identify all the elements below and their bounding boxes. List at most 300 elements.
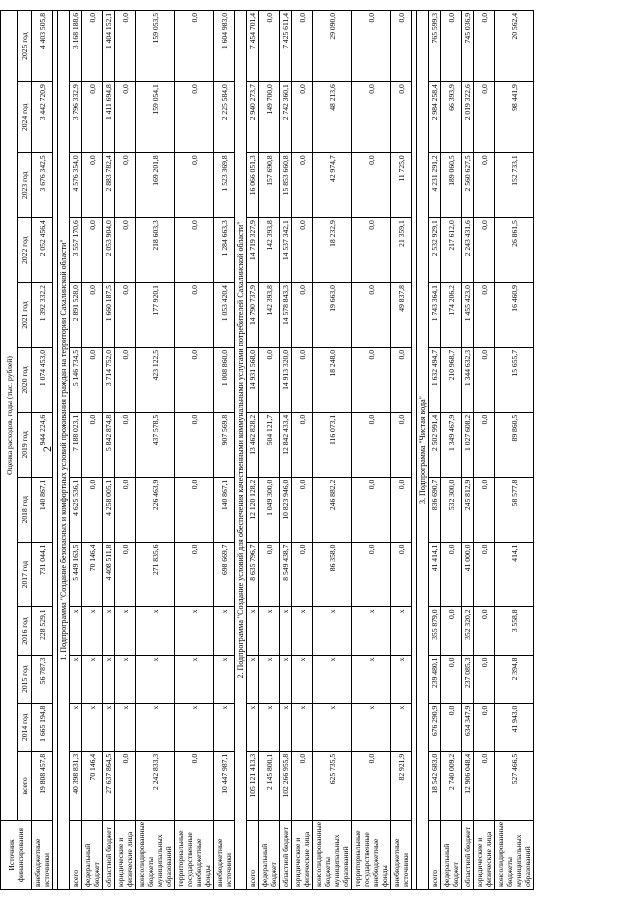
value-cell: 1 049 300,0 [259,477,280,542]
value-cell: 14 790 737,9 [247,283,259,348]
value-cell: x [70,655,82,703]
value-cell: 0,0 [474,82,495,153]
value-cell: 0,0 [82,348,103,413]
column-header: 2016 год [18,607,32,655]
value-cell: 504 121,7 [259,412,280,477]
value-cell: x [313,703,352,751]
value-cell: 0,0 [115,751,136,820]
table-row [352,11,391,890]
value-cell: 0,0 [175,283,214,348]
value-cell: 11 725,0 [391,153,412,218]
value-cell: 41 000,0 [462,542,474,607]
value-cell: 731 044,1 [32,542,53,607]
value-cell: 0,0 [474,283,495,348]
table-row [495,11,534,890]
value-cell: 1 392 332,2 [32,283,53,348]
value-cell: 140 867,1 [32,477,53,542]
value-cell: x [103,607,115,655]
value-cell: 0,0 [474,751,495,820]
value-cell: 18 542 683,0 [429,751,441,820]
value-cell: 7 425 611,4 [280,11,292,82]
value-cell: 0,0 [82,477,103,542]
column-header: всего [18,751,32,820]
row-label: консолидированные бюджеты муниципальных образований [313,820,352,889]
value-cell: 271 835,6 [136,542,175,607]
value-cell: 1 404 152,1 [103,11,115,82]
table-row [462,11,474,890]
value-cell: x [103,703,115,751]
value-cell: 66 393,9 [441,82,462,153]
value-cell: 0,0 [391,82,412,153]
value-cell: 0,0 [474,348,495,413]
value-cell: 12 842 433,4 [280,412,292,477]
value-cell: x [70,607,82,655]
value-cell: 1 053 420,4 [214,283,235,348]
value-cell: 0,0 [352,477,391,542]
value-cell: 48 213,6 [313,82,352,153]
value-cell: 676 290,9 [429,703,441,751]
value-cell: 0,0 [292,542,313,607]
value-cell: 0,0 [474,542,495,607]
value-cell: 0,0 [352,218,391,283]
table-row [115,11,136,890]
value-cell: x [214,655,235,703]
value-cell: 0,0 [474,218,495,283]
value-cell: 58 577,8 [495,477,534,542]
column-header: 2025 год [18,11,32,82]
section-title: 1. Подпрограмма "Создание безопасных и комфортных условий проживания граждан на территории Сахалинской области" [58,11,70,890]
value-cell: 0,0 [82,218,103,283]
value-cell: 14 537 342,1 [280,218,292,283]
value-cell: 0,0 [82,11,103,82]
value-cell: 0,0 [82,412,103,477]
value-cell: 0,0 [82,153,103,218]
value-cell: 0,0 [292,11,313,82]
value-cell: 105 121 413,3 [247,751,259,820]
value-cell: 1 743 364,1 [429,283,441,348]
row-label: федеральный бюджет [259,820,280,889]
value-cell: 414,1 [495,542,534,607]
value-cell: x [115,607,136,655]
value-cell: 2 560 627,5 [462,153,474,218]
row-label: областной бюджет [103,820,115,889]
row-label: консолидированные бюджеты муниципальных образований [136,820,175,889]
value-cell: 82 921,9 [391,751,412,820]
value-cell: 245 812,9 [462,477,474,542]
value-cell: 3 168 188,6 [70,11,82,82]
value-cell: 0,0 [352,348,391,413]
value-cell: 140 867,1 [214,477,235,542]
section-title: 2. Подпрограмма "Создание условий для обеспечения качественными коммунальными услугами потребителей Сахалинской области" [235,11,247,890]
value-cell: 1 455 423,0 [462,283,474,348]
value-cell: 2 145 800,1 [259,751,280,820]
value-cell: 1 027 608,2 [462,412,474,477]
page-number: 2 [40,446,54,452]
table-row [474,11,495,890]
table-row [259,11,280,890]
value-cell: 15 655,7 [495,348,534,413]
value-cell: 0,0 [391,11,412,82]
value-cell: x [280,655,292,703]
value-cell: 1 660 187,5 [103,283,115,348]
value-cell: 18 248,0 [313,348,352,413]
value-cell: x [391,607,412,655]
value-cell: 0,0 [82,283,103,348]
table-row [32,11,53,890]
row-label: федеральный бюджет [441,820,462,889]
value-cell: 10 447 987,1 [214,751,235,820]
column-header: 2022 год [18,218,32,283]
value-cell: x [313,607,352,655]
row-label: всего [429,820,441,889]
value-cell: 1 665 194,8 [32,703,53,751]
value-cell: x [391,655,412,703]
value-cell: 0,0 [292,348,313,413]
value-cell: 12 120 128,2 [247,477,259,542]
value-cell: 4 625 536,1 [70,477,82,542]
value-cell: 0,0 [115,218,136,283]
value-cell: x [82,655,103,703]
value-cell: 0,0 [175,412,214,477]
table-row [175,11,214,890]
value-cell: 98 441,9 [495,82,534,153]
value-cell: 239 480,1 [429,655,441,703]
value-cell: 0,0 [292,218,313,283]
value-cell: 3 558,8 [495,607,534,655]
value-cell: x [214,607,235,655]
value-cell: 437 578,5 [136,412,175,477]
value-cell: 228 529,1 [32,607,53,655]
value-cell: 3 796 332,9 [70,82,82,153]
value-cell: 3 714 752,0 [103,348,115,413]
value-cell: 0,0 [292,412,313,477]
value-cell: 2 053 904,0 [103,218,115,283]
value-cell: 42 974,7 [313,153,352,218]
row-label: всего [247,820,259,889]
value-cell: 0,0 [175,218,214,283]
value-cell: 0,0 [391,477,412,542]
value-cell: 0,0 [474,153,495,218]
value-cell: 3 676 342,5 [32,153,53,218]
value-cell: 2 243 431,6 [462,218,474,283]
section-title-row [235,11,247,890]
value-cell: 745 036,9 [462,11,474,82]
table-row [247,11,259,890]
value-cell: 0,0 [175,153,214,218]
value-cell: 142 393,8 [259,218,280,283]
value-cell: 0,0 [82,82,103,153]
value-cell: 0,0 [115,11,136,82]
value-cell: 0,0 [259,348,280,413]
value-cell: 2 052 456,4 [32,218,53,283]
value-cell: 2 891 528,0 [70,283,82,348]
value-cell: 16 460,9 [495,283,534,348]
row-label: внебюджетные источники [391,820,412,889]
row-label: территориальные государственные внебюджетные фонды [352,820,391,889]
value-cell: 89 860,5 [495,412,534,477]
value-cell: 226 463,9 [136,477,175,542]
value-cell: 698 669,7 [214,542,235,607]
value-cell: 2 225 584,0 [214,82,235,153]
table-row [214,11,235,890]
value-cell: 12 906 048,4 [462,751,474,820]
value-cell: 210 968,7 [441,348,462,413]
value-cell: 217 612,0 [441,218,462,283]
value-cell: 0,0 [391,542,412,607]
value-cell: x [352,655,391,703]
value-cell: 2 019 322,6 [462,82,474,153]
value-cell: x [115,703,136,751]
value-cell: 7 454 701,4 [247,11,259,82]
table-row [103,11,115,890]
value-cell: 0,0 [474,11,495,82]
value-cell: 1 523 369,8 [214,153,235,218]
value-cell: x [259,655,280,703]
value-cell: 2 502 991,4 [429,412,441,477]
value-cell: 0,0 [441,11,462,82]
value-cell: 1 284 663,3 [214,218,235,283]
value-cell: 2 740 009,2 [441,751,462,820]
value-cell: 634 347,9 [462,703,474,751]
value-cell: x [292,655,313,703]
value-cell: 0,0 [441,655,462,703]
value-cell: 0,0 [441,703,462,751]
column-header: 2017 год [18,542,32,607]
value-cell: x [214,703,235,751]
budget-table [0,10,534,890]
value-cell: 41 943,0 [495,703,534,751]
value-cell: 7 188 023,1 [70,412,82,477]
row-label: юридические и физические лица [474,820,495,889]
value-cell: 1 008 860,0 [214,348,235,413]
value-cell: 2 242 833,3 [136,751,175,820]
value-cell: 352 320,2 [462,607,474,655]
value-cell: 14 578 843,3 [280,283,292,348]
value-cell: 4 576 354,0 [70,153,82,218]
column-header: 2019 год [18,412,32,477]
value-cell: 1 074 453,0 [32,348,53,413]
value-cell: 0,0 [474,607,495,655]
value-cell: x [103,655,115,703]
section-title-row [417,11,429,890]
value-cell: 3 557 170,6 [70,218,82,283]
value-cell: 149 700,0 [259,82,280,153]
value-cell: 0,0 [259,11,280,82]
value-cell: 19 663,0 [313,283,352,348]
column-header: 2020 год [18,348,32,413]
value-cell: 4 408 511,8 [103,542,115,607]
source-header: Источник финансирования [1,820,32,889]
value-cell: 246 882,2 [313,477,352,542]
value-cell: 14 913 320,0 [280,348,292,413]
value-cell: 2 883 782,4 [103,153,115,218]
value-cell: 527 466,5 [495,751,534,820]
value-cell: 0,0 [115,82,136,153]
value-cell: 2 984 258,4 [429,82,441,153]
value-cell: 20 562,4 [495,11,534,82]
value-cell: 0,0 [474,412,495,477]
value-cell: 0,0 [175,751,214,820]
value-cell: x [280,607,292,655]
value-cell: 0,0 [115,283,136,348]
value-cell: 10 823 946,0 [280,477,292,542]
row-label: юридические и физические лица [292,820,313,889]
value-cell: 0,0 [474,655,495,703]
value-cell: 102 266 955,8 [280,751,292,820]
section-title-row [58,11,70,890]
column-header: 2021 год [18,283,32,348]
value-cell: x [259,703,280,751]
value-cell: 19 808 457,8 [32,751,53,820]
value-cell: 0,0 [292,283,313,348]
column-header: 2015 год [18,655,32,703]
column-header: 2018 год [18,477,32,542]
row-label: внебюджетные источники [214,820,235,889]
value-cell: x [259,607,280,655]
value-cell: 40 398 831,3 [70,751,82,820]
value-cell: 189 060,5 [441,153,462,218]
table-row [136,11,175,890]
value-cell: 1 604 983,0 [214,11,235,82]
value-cell: 0,0 [175,348,214,413]
value-cell: 0,0 [474,477,495,542]
value-cell: 4 258 005,1 [103,477,115,542]
value-cell: x [175,607,214,655]
value-cell: x [247,607,259,655]
value-cell: 116 073,1 [313,412,352,477]
value-cell: 0,0 [175,477,214,542]
value-cell: x [352,703,391,751]
value-cell: 26 861,5 [495,218,534,283]
value-cell: 765 599,3 [429,11,441,82]
value-cell: 177 920,1 [136,283,175,348]
value-cell: 2 940 273,7 [247,82,259,153]
value-cell: x [292,703,313,751]
value-cell: 625 735,5 [313,751,352,820]
row-label: юридические и физические лица [115,820,136,889]
row-label: федеральный бюджет [82,820,103,889]
value-cell: 0,0 [352,153,391,218]
value-cell: 8 549 438,7 [280,542,292,607]
value-cell: 0,0 [391,348,412,413]
value-cell: 836 690,7 [429,477,441,542]
table-row [429,11,441,890]
value-cell: 0,0 [352,542,391,607]
value-cell: 8 635 796,7 [247,542,259,607]
value-cell: x [352,607,391,655]
value-cell: 86 358,0 [313,542,352,607]
value-cell: 70 146,4 [82,751,103,820]
value-cell: 14 931 568,0 [247,348,259,413]
value-cell: x [136,607,175,655]
value-cell: 2 394,8 [495,655,534,703]
value-cell: 1 411 694,8 [103,82,115,153]
value-cell: 0,0 [115,348,136,413]
value-cell: 49 837,8 [391,283,412,348]
value-cell: 16 066 051,3 [247,153,259,218]
value-cell: x [391,703,412,751]
value-cell: 0,0 [352,11,391,82]
table-row [391,11,412,890]
table-row [82,11,103,890]
row-label: консолидированные бюджеты муниципальных образований [495,820,534,889]
value-cell: 0,0 [292,82,313,153]
section-title: 3. Подпрограмма "Чистая вода" [417,11,429,890]
value-cell: 355 879,0 [429,607,441,655]
table-row [280,11,292,890]
value-cell: 532 300,0 [441,477,462,542]
row-label: областной бюджет [462,820,474,889]
row-label: всего [70,820,82,889]
value-cell: 0,0 [441,607,462,655]
value-cell: 0,0 [474,703,495,751]
value-cell: x [280,703,292,751]
value-cell: 13 462 828,2 [247,412,259,477]
value-cell: 0,0 [175,82,214,153]
column-header: 2024 год [18,82,32,153]
value-cell: 157 690,8 [259,153,280,218]
value-cell: x [313,655,352,703]
value-cell: 0,0 [175,11,214,82]
value-cell: 0,0 [292,477,313,542]
table-row [292,11,313,890]
table-row [70,11,82,890]
value-cell: x [115,655,136,703]
value-cell: x [70,703,82,751]
row-label: внебюджетные источники [32,820,53,889]
value-cell: 21 359,1 [391,218,412,283]
value-cell: 0,0 [259,542,280,607]
value-cell: 14 719 327,9 [247,218,259,283]
value-cell: 5 146 734,5 [70,348,82,413]
value-cell: 0,0 [292,751,313,820]
value-cell: 174 206,2 [441,283,462,348]
value-cell: x [136,655,175,703]
value-cell: 2 742 360,1 [280,82,292,153]
value-cell: 0,0 [391,412,412,477]
value-cell: 0,0 [292,153,313,218]
value-cell: 237 085,3 [462,655,474,703]
row-label: областной бюджет [280,820,292,889]
value-cell: 0,0 [352,751,391,820]
value-cell: 29 090,0 [313,11,352,82]
value-cell: x [292,607,313,655]
column-header: 2023 год [18,153,32,218]
value-cell: 169 201,8 [136,153,175,218]
value-cell: 15 853 660,8 [280,153,292,218]
value-cell: x [247,655,259,703]
value-cell: 4 231 291,2 [429,153,441,218]
value-cell: 159 054,1 [136,82,175,153]
value-cell: 907 569,8 [214,412,235,477]
value-cell: x [136,703,175,751]
value-cell: 0,0 [352,82,391,153]
value-cell: 56 787,3 [32,655,53,703]
value-cell: 4 403 505,8 [32,11,53,82]
value-cell: 1 344 632,3 [462,348,474,413]
value-cell: x [175,703,214,751]
value-cell: x [82,703,103,751]
column-header: 2014 год [18,703,32,751]
value-cell: 0,0 [441,542,462,607]
value-cell: x [82,607,103,655]
value-cell: 944 224,6 [32,412,53,477]
value-cell: 159 053,5 [136,11,175,82]
value-cell: 18 232,9 [313,218,352,283]
value-cell: 1 349 467,9 [441,412,462,477]
rotated-page [0,10,625,890]
value-cell: 423 122,5 [136,348,175,413]
